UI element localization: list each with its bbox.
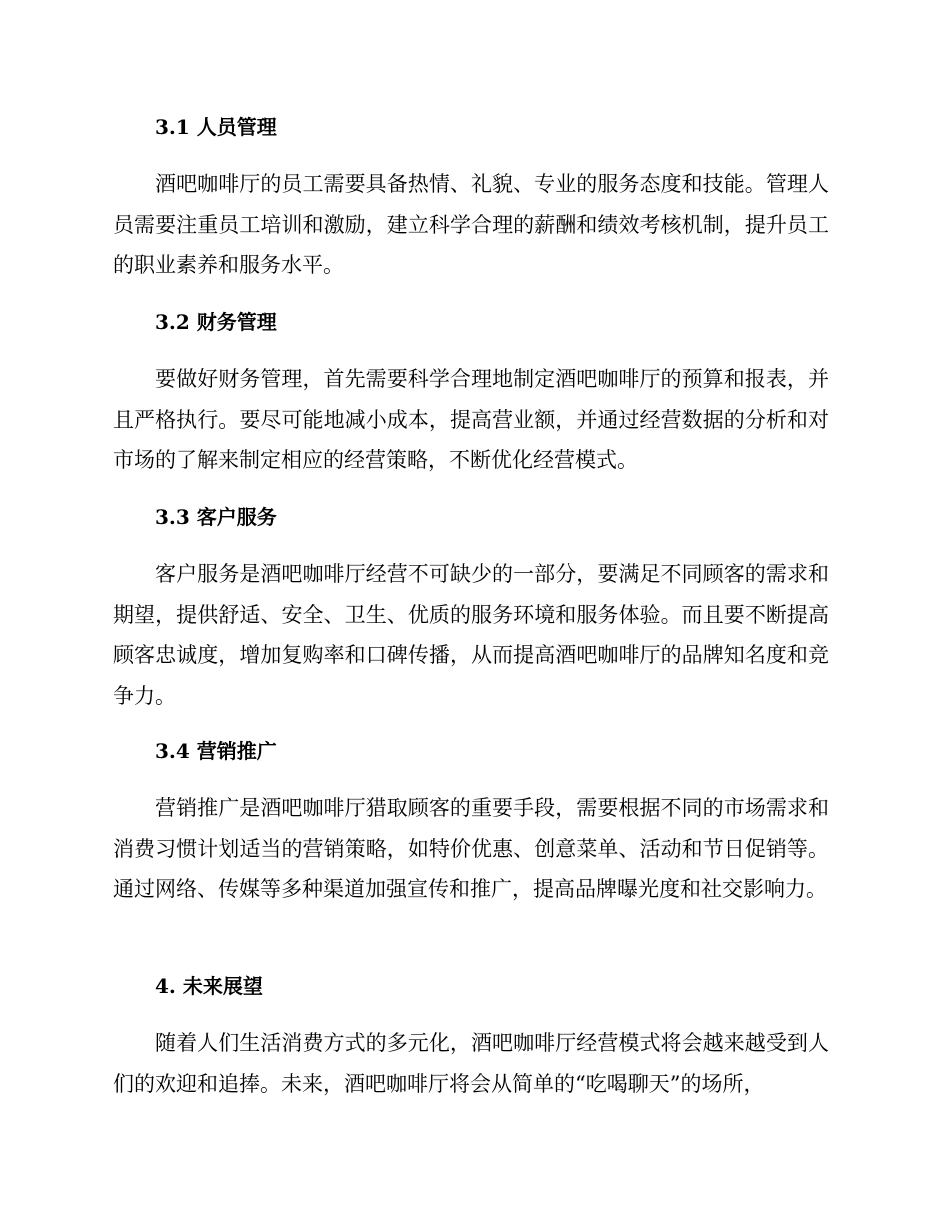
section-heading: 4. 未来展望 bbox=[155, 974, 263, 998]
section-heading: 3.4 营销推广 bbox=[155, 739, 277, 763]
section-heading: 3.1 人员管理 bbox=[155, 115, 277, 139]
section-marketing-promotion bbox=[113, 737, 829, 910]
section-paragraph: 客户服务是酒吧咖啡厅经营不可缺少的一部分，要满足不同顾客的需求和期望，提供舒适、安全、卫生、优质的服务环境和服务体验。而且要不断提高顾客忠诚度，增加复购率和口碑传播，从而提高酒吧咖啡厅的品牌知名度和竞争力。 bbox=[113, 562, 829, 708]
section-heading: 3.3 客户服务 bbox=[155, 505, 277, 529]
section-customer-service bbox=[113, 503, 829, 716]
section-future-outlook bbox=[113, 972, 829, 1104]
section-paragraph: 随着人们生活消费方式的多元化，酒吧咖啡厅经营模式将会越来越受到人们的欢迎和追捧。未来，酒吧咖啡厅将会从简单的“吃喝聊天”的场所， bbox=[113, 1031, 829, 1096]
section-personnel-management bbox=[113, 113, 829, 286]
section-paragraph: 酒吧咖啡厅的员工需要具备热情、礼貌、专业的服务态度和技能。管理人员需要注重员工培训和激励，建立科学合理的薪酬和绩效考核机制，提升员工的职业素养和服务水平。 bbox=[113, 172, 829, 277]
section-heading: 3.2 财务管理 bbox=[155, 310, 277, 334]
section-paragraph: 要做好财务管理，首先需要科学合理地制定酒吧咖啡厅的预算和报表，并且严格执行。要尽可能地减小成本，提高营业额，并通过经营数据的分析和对市场的了解来制定相应的经营策略，不断优化经营模式。 bbox=[113, 367, 829, 472]
section-paragraph: 营销推广是酒吧咖啡厅猎取顾客的重要手段，需要根据不同的市场需求和消费习惯计划适当的营销策略，如特价优惠、创意菜单、活动和节日促销等。通过网络、传媒等多种渠道加强宣传和推广，提高品牌曝光度和社交影响力。 bbox=[113, 796, 829, 901]
section-financial-management bbox=[113, 308, 829, 481]
